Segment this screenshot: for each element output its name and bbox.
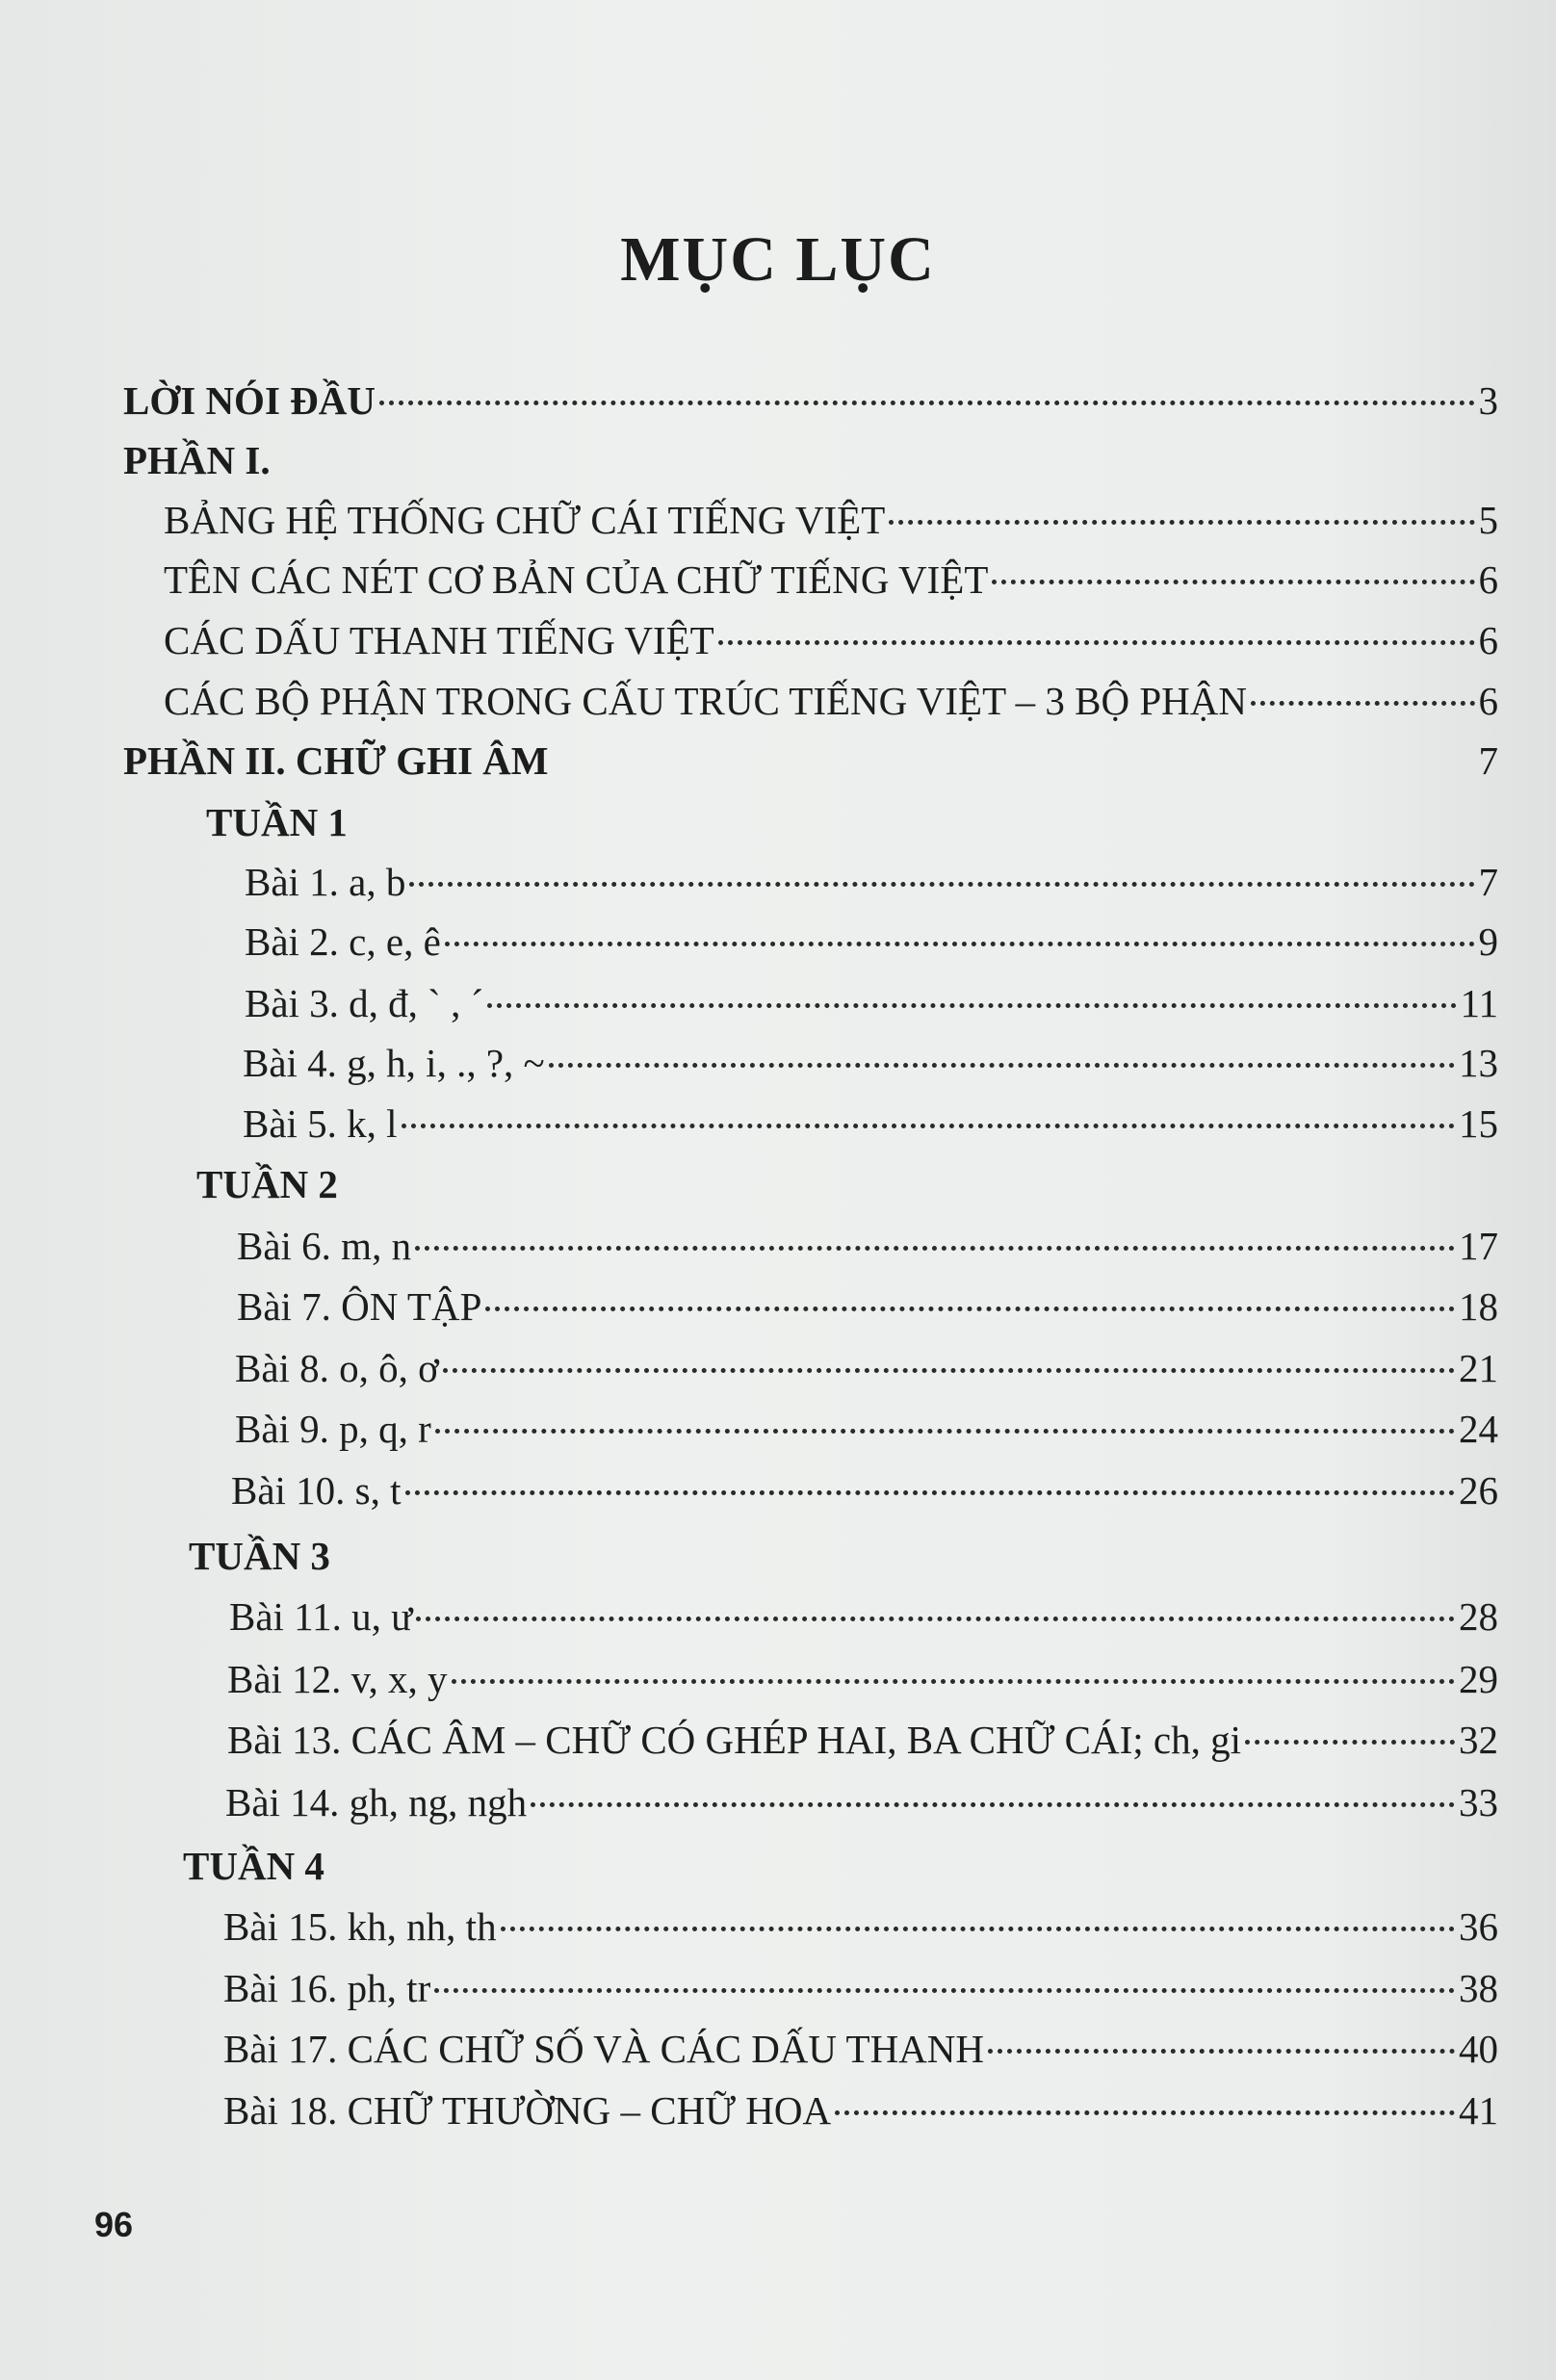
toc-entry-page: 40 (1459, 2027, 1498, 2071)
toc-entry-page: 38 (1459, 1966, 1498, 2010)
toc-entry-label: Bài 10. s, t (231, 1468, 402, 1513)
toc-leader-dots (415, 1246, 1455, 1251)
toc-entry-label: Bài 18. CHỮ THƯỜNG – CHỮ HOA (223, 2088, 832, 2133)
toc-entry-label: Bài 15. kh, nh, th (223, 1904, 497, 1949)
toc-leader-dots (988, 2049, 1455, 2054)
toc-entry (235, 1345, 1498, 1399)
toc-leader-dots (434, 1988, 1455, 1993)
toc-entry-label: Bài 13. CÁC ÂM – CHỮ CÓ GHÉP HAI, BA CHỮ CÁI; ch, gi (227, 1718, 1241, 1762)
toc-entry (123, 377, 1498, 431)
toc-leader-dots (718, 640, 1475, 645)
toc-leader-dots (485, 1306, 1455, 1311)
page-number: 96 (94, 2205, 134, 2244)
toc-entry-label: Bài 12. v, x, y (227, 1657, 448, 1701)
toc-section-heading: PHẦN I. (123, 438, 271, 482)
toc-entry-page: 11 (1460, 981, 1498, 1025)
toc-entry-page: 6 (1478, 557, 1498, 602)
toc-entry (223, 2026, 1498, 2080)
page-title: MỤC LỤC (620, 224, 936, 295)
toc-entry (237, 1283, 1498, 1337)
toc-entry (164, 497, 1498, 551)
toc-leader-dots (435, 1429, 1455, 1434)
toc-entry-page: 26 (1459, 1468, 1498, 1513)
toc-entry-page: 6 (1478, 679, 1498, 723)
toc-entry (245, 918, 1498, 972)
toc-entry (164, 678, 1498, 732)
toc-leader-dots (402, 1124, 1455, 1128)
toc-leader-dots (487, 1003, 1456, 1008)
toc-entry (245, 859, 1498, 913)
toc-entry-label: TÊN CÁC NÉT CƠ BẢN CỦA CHỮ TIẾNG VIỆT (164, 557, 989, 602)
toc-entry (123, 737, 1498, 791)
toc-entry (235, 1406, 1498, 1460)
toc-entry-label: Bài 4. g, h, i, ., ?, ~ (243, 1041, 545, 1085)
toc-week-heading: TUẦN 2 (196, 1162, 338, 1206)
toc-leader-dots (1251, 701, 1475, 706)
toc-leader-dots (1245, 1740, 1455, 1745)
toc-entry-label: LỜI NÓI ĐẦU (123, 378, 376, 423)
toc-entry-label: Bài 17. CÁC CHỮ SỐ VÀ CÁC DẤU THANH (223, 2027, 985, 2071)
toc-entry-label: Bài 3. d, đ, ` , ´ (245, 981, 484, 1025)
toc-entry (223, 2087, 1498, 2141)
toc-entry-label: Bài 5. k, l (243, 1101, 398, 1146)
toc-entry-page: 17 (1459, 1224, 1498, 1268)
toc-entry (223, 1965, 1498, 2019)
toc-entry-label: Bài 6. m, n (237, 1224, 412, 1268)
toc-leader-dots (405, 1490, 1455, 1495)
toc-entry-label: Bài 7. ÔN TẬP (237, 1284, 482, 1329)
toc-leader-dots (992, 580, 1474, 584)
toc-entry-label: Bài 2. c, e, ê (245, 919, 441, 964)
toc-entry-page: 41 (1459, 2088, 1498, 2133)
toc-entry-page: 5 (1478, 498, 1498, 542)
toc-entry-page: 28 (1459, 1594, 1498, 1639)
toc-entry-page: 36 (1459, 1904, 1498, 1949)
toc-entry (227, 1656, 1498, 1710)
toc-entry-label: CÁC DẤU THANH TIẾNG VIỆT (164, 618, 714, 662)
toc-entry-label: CÁC BỘ PHẬN TRONG CẤU TRÚC TIẾNG VIỆT – 3 BỘ PHẬN (164, 679, 1247, 723)
toc-entry (243, 1100, 1498, 1154)
toc-entry-page: 32 (1459, 1718, 1498, 1762)
toc-entry (164, 556, 1498, 610)
toc-entry (223, 1903, 1498, 1957)
toc-entry (245, 980, 1498, 1034)
toc-entry (225, 1779, 1498, 1833)
toc-entry (237, 1223, 1498, 1277)
toc-entry-page: 33 (1459, 1780, 1498, 1824)
toc-leader-dots (501, 1927, 1455, 1931)
toc-leader-dots (549, 1063, 1455, 1068)
toc-leader-dots (531, 1802, 1455, 1807)
toc-entry-page: 13 (1459, 1041, 1498, 1085)
toc-entry-page: 7 (1478, 860, 1498, 904)
toc-entry-label: Bài 11. u, ư (229, 1594, 413, 1639)
toc-entry (243, 1040, 1498, 1094)
toc-leader-dots (835, 2110, 1455, 2115)
toc-entry (227, 1717, 1498, 1771)
toc-entry-label: Bài 1. a, b (245, 860, 406, 904)
toc-entry-page: 21 (1459, 1346, 1498, 1390)
toc-entry-label: Bài 8. o, ô, ơ (235, 1346, 439, 1390)
toc-entry-label: Bài 9. p, q, r (235, 1407, 431, 1451)
toc-entry-page: 29 (1459, 1657, 1498, 1701)
toc-entry-page: 18 (1459, 1284, 1498, 1329)
toc-leader-dots (445, 942, 1475, 946)
toc-week-heading: TUẦN 4 (183, 1844, 324, 1888)
toc-entry-page: 9 (1478, 919, 1498, 964)
toc-entry-page: 6 (1478, 618, 1498, 662)
toc-leader-dots (379, 401, 1475, 405)
toc-leader-dots (443, 1368, 1455, 1373)
toc-entry-page: 3 (1478, 378, 1498, 423)
toc-week-heading: TUẦN 1 (206, 800, 348, 844)
toc-entry-label: PHẦN II. CHỮ GHI ÂM (123, 738, 549, 783)
toc-entry-page: 7 (1478, 738, 1498, 783)
toc-leader-dots (889, 520, 1474, 525)
toc-entry-page: 15 (1459, 1101, 1498, 1146)
toc-entry-label: BẢNG HỆ THỐNG CHỮ CÁI TIẾNG VIỆT (164, 498, 886, 542)
toc-entry-label: Bài 14. gh, ng, ngh (225, 1780, 528, 1824)
toc-week-heading: TUẦN 3 (189, 1534, 330, 1578)
toc-entry (231, 1467, 1498, 1521)
toc-leader-dots (416, 1617, 1455, 1621)
toc-leader-dots (409, 882, 1474, 887)
toc-entry (164, 617, 1498, 671)
toc-entry-page: 24 (1459, 1407, 1498, 1451)
toc-entry (229, 1593, 1498, 1647)
toc-leader-dots (452, 1679, 1455, 1684)
toc-entry-label: Bài 16. ph, tr (223, 1966, 431, 2010)
